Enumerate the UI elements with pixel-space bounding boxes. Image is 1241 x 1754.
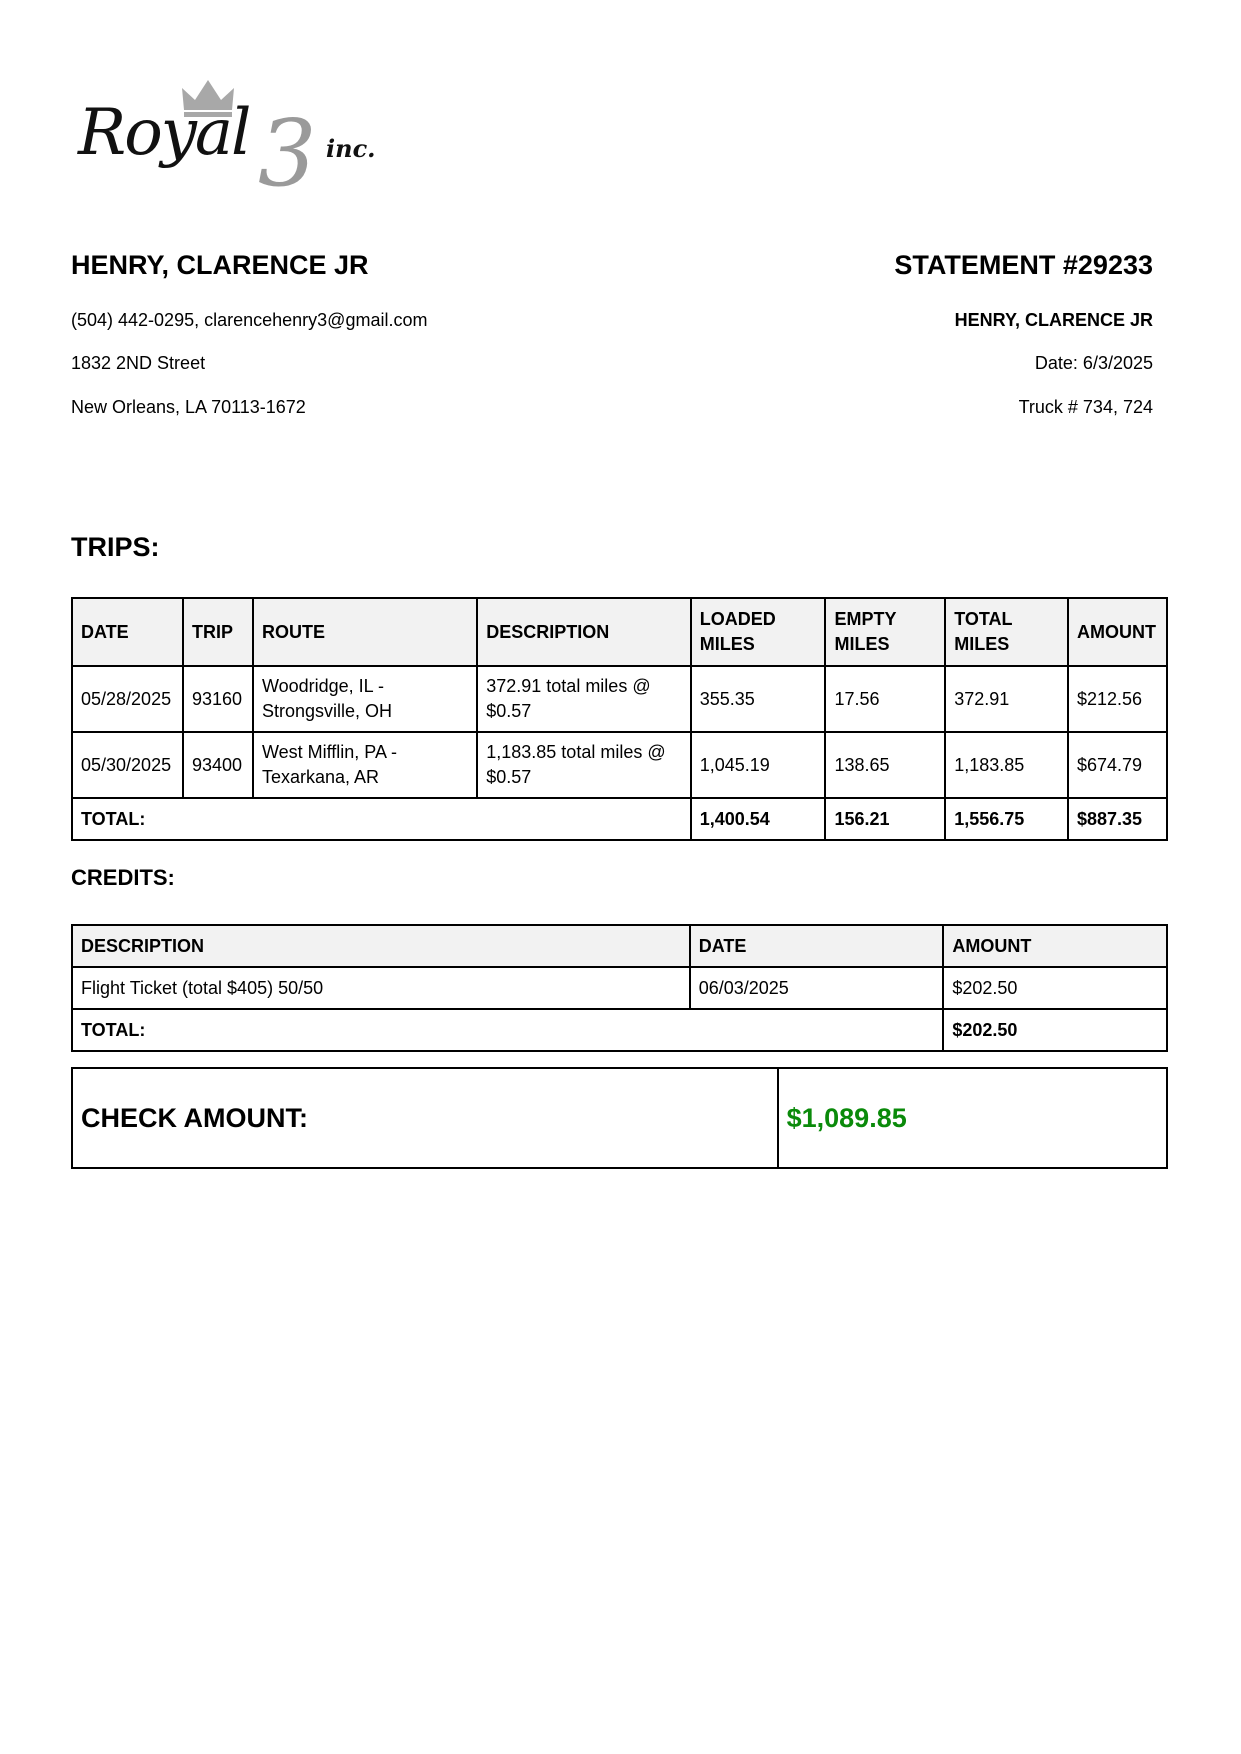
- check-amount-label: CHECK AMOUNT:: [72, 1068, 778, 1168]
- column-header: ROUTE: [253, 598, 477, 666]
- city-line: New Orleans, LA 70113-1672: [71, 397, 306, 417]
- trip-description: 372.91 total miles @ $0.57: [477, 666, 691, 732]
- contact-line: (504) 442-0295, clarencehenry3@gmail.com: [71, 310, 428, 330]
- empty-miles: 138.65: [825, 732, 945, 798]
- table-header-row: [72, 925, 1167, 967]
- logo-numeral: 3: [258, 100, 317, 207]
- street-line: 1832 2ND Street: [71, 353, 206, 373]
- total-total-miles: 1,556.75: [945, 798, 1068, 840]
- credits-total-row: [72, 1009, 1167, 1051]
- credit-amount: $202.50: [943, 967, 1167, 1009]
- logo-word: Royal: [78, 96, 250, 170]
- trips-table: [71, 597, 1168, 841]
- trip-number: 93400: [183, 732, 253, 798]
- total-label: TOTAL:: [72, 1009, 943, 1051]
- trip-amount: $674.79: [1068, 732, 1167, 798]
- total-amount: $887.35: [1068, 798, 1167, 840]
- column-header: TOTAL MILES: [945, 598, 1068, 666]
- total-label: TOTAL:: [72, 798, 253, 840]
- total-spacer: [253, 798, 691, 840]
- table-row: [72, 967, 1167, 1009]
- trip-description: 1,183.85 total miles @ $0.57: [477, 732, 691, 798]
- column-header: EMPTY MILES: [825, 598, 945, 666]
- loaded-miles: 355.35: [691, 666, 826, 732]
- column-header: LOADED MILES: [691, 598, 826, 666]
- credits-title: CREDITS:: [71, 865, 175, 890]
- column-header: DESCRIPTION: [72, 925, 690, 967]
- company-logo: [78, 78, 378, 207]
- trip-route: Woodridge, IL - Strongsville, OH: [253, 666, 477, 732]
- table-header-row: [72, 598, 1167, 666]
- total-loaded-miles: 1,400.54: [691, 798, 826, 840]
- truck-number: Truck # 734, 724: [1018, 397, 1153, 417]
- total-empty-miles: 156.21: [825, 798, 945, 840]
- loaded-miles: 1,045.19: [691, 732, 826, 798]
- credits-table: [71, 924, 1168, 1052]
- trips-total-row: [72, 798, 1167, 840]
- table-row: [72, 732, 1167, 798]
- statement-date: Date: 6/3/2025: [1034, 353, 1153, 373]
- column-header: TRIP: [183, 598, 253, 666]
- check-amount-value: $1,089.85: [778, 1068, 1167, 1168]
- table-row: [72, 666, 1167, 732]
- column-header: DATE: [690, 925, 944, 967]
- total-miles: 1,183.85: [945, 732, 1068, 798]
- trips-title: TRIPS:: [71, 532, 160, 562]
- check-amount-box: [71, 1067, 1168, 1169]
- trip-date: 05/28/2025: [72, 666, 183, 732]
- empty-miles: 17.56: [825, 666, 945, 732]
- trip-route: West Mifflin, PA - Texarkana, AR: [253, 732, 477, 798]
- column-header: DATE: [72, 598, 183, 666]
- statement-name: HENRY, CLARENCE JR: [954, 310, 1153, 330]
- column-header: AMOUNT: [1068, 598, 1167, 666]
- trip-date: 05/30/2025: [72, 732, 183, 798]
- logo-suffix: inc.: [326, 134, 376, 163]
- column-header: DESCRIPTION: [477, 598, 691, 666]
- total-miles: 372.91: [945, 666, 1068, 732]
- credit-date: 06/03/2025: [690, 967, 944, 1009]
- trip-number: 93160: [183, 666, 253, 732]
- statement-title: STATEMENT #29233: [894, 250, 1153, 280]
- trip-amount: $212.56: [1068, 666, 1167, 732]
- credit-description: Flight Ticket (total $405) 50/50: [72, 967, 690, 1009]
- credits-total-amount: $202.50: [943, 1009, 1167, 1051]
- driver-name: HENRY, CLARENCE JR: [71, 250, 369, 280]
- column-header: AMOUNT: [943, 925, 1167, 967]
